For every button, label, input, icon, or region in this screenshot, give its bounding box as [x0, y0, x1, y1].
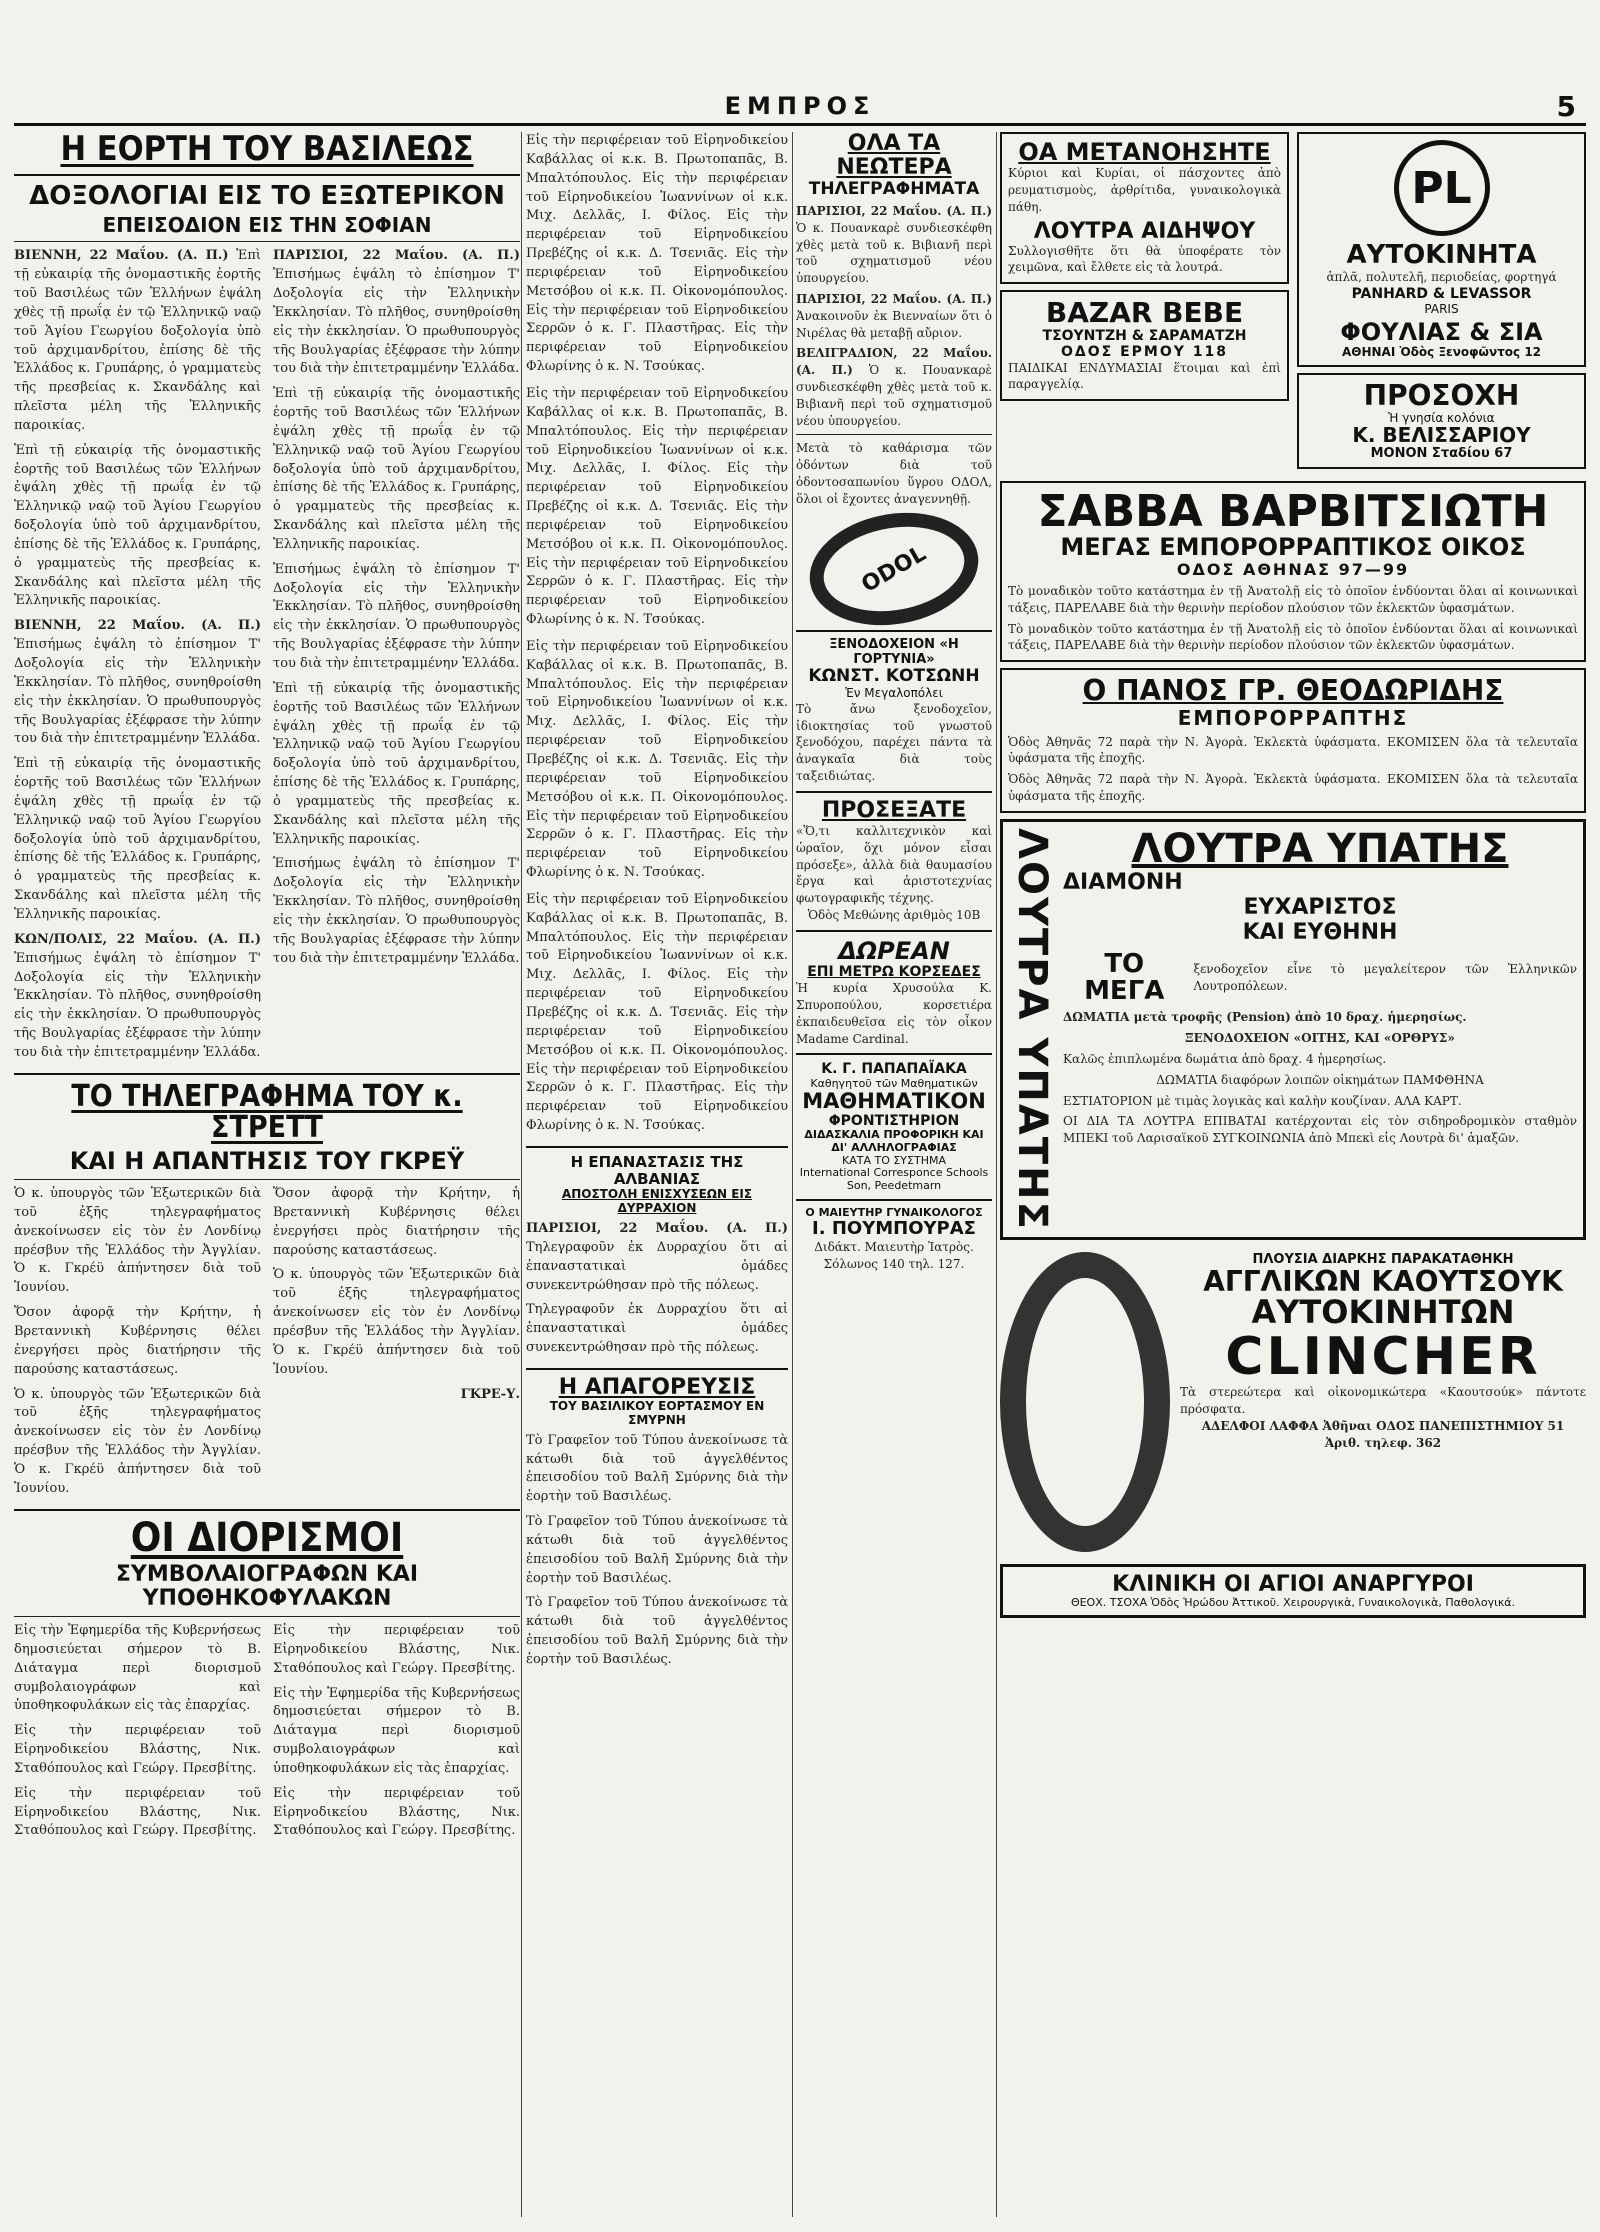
headline-latest: ΟΛΑ ΤΑ ΝΕΩΤΕΡΑ — [836, 132, 952, 181]
midwife-address: Διδάκτ. Μαιευτὴρ Ἰατρὸς. Σόλωνος 140 τηλ. 127. — [814, 1240, 974, 1271]
divider — [796, 1199, 992, 1201]
article-text: Εἰς τὴν περιφέρειαν τοῦ Εἰρηνοδικείου Καβάλλας οἱ κ.κ. Β. Πρωτοπαπᾶς, Β. Μπαλτόπουλος. Εἰς τὴν περιφέρειαν τοῦ Εἰρηνοδικείου Ἰωαννίνων οἱ κ.κ. Μιχ. Δελλᾶς, Ι. Φίλος. Εἰς τὴν περιφέρειαν τοῦ Εἰρηνοδικείου Πρεβέζης οἱ κ.κ. Δ. Τσενιᾶς. Εἰς τὴν περιφέρειαν τοῦ Εἰρηνοδικείου Μετσόβου οἱ κ.κ. Π. Οἰκονομόπουλος. Εἰς τὴν περιφέρειαν τοῦ Εἰρηνοδικείου Σερρῶν ὁ κ. Γ. Πλαστῆρας. Εἰς τὴν περιφέρειαν τοῦ Εἰρηνοδικείου Φλωρίνης ὁ κ. Ν. Τσούκας. — [526, 385, 788, 628]
dateline: ΠΑΡΙΣΙΟΙ, 22 Μαΐου. (Α. Π.) — [273, 248, 520, 264]
school-system-label: ΚΑΤΑ ΤΟ ΣΥΣΤΗΜΑ — [842, 1153, 946, 1167]
article-appointments — [14, 1622, 520, 1841]
divider — [14, 241, 520, 242]
divider — [14, 1509, 520, 1511]
ypatis-line: ΞΕΝΟΔΟΧΕΙΟΝ «ΟΙΤΗΣ, ΚΑΙ «ΟΡΘΡΥΣ» — [1185, 1031, 1455, 1046]
odol-bottle-illustration — [801, 500, 988, 638]
article-strett — [14, 1185, 520, 1499]
divider — [796, 791, 992, 793]
ypatis-line: ΔΩΜΑΤΙΑ μετὰ τροφῆς (Pension) ἀπὸ 10 δραχ. ἡμερησίως. — [1063, 1010, 1467, 1025]
tailor-text: Ὁδὸς Ἀθηνᾶς 72 παρὰ τὴν Ν. Ἀγορὰ. Ἐκλεκτὰ ὑφάσματα. ΕΚΟΜΙΣΕΝ ὅλα τὰ τελευταῖα ὑφάσματα τῆς ἐποχῆς. — [1008, 772, 1578, 804]
prosexate-title: ΠΡΟΣΕΞΑΤΕ — [821, 797, 967, 823]
ypatis-line: ΚΑΙ ΕΥΘΗΝΗ — [1242, 919, 1398, 945]
ypatis-line: ΔΙΑΜΟΝΗ — [1063, 869, 1183, 895]
article-text: Εἰς τὴν περιφέρειαν τοῦ Εἰρηνοδικείου Βλάστης, Νικ. Σταθόπουλος καὶ Γεώργ. Πρεσβίτης. — [273, 1622, 520, 1676]
article-text: Τηλεγραφοῦν ἐκ Δυρραχίου ὅτι αἱ ἐπαναστατικαὶ ὁμάδες συνεκεντρώθησαν πρὸ τῆς πόλεως. — [526, 1302, 788, 1356]
hotel-owner: ΚΩΝΣΤ. ΚΟΤΣΩΝΗ — [808, 666, 980, 687]
dorean-text: Ἡ κυρία Χρυσούλα Κ. Σπυροπούλου, κορσετιέρα ἐκπαιδευθεῖσα εἰς τὸν οἶκον Madame Cardinal. — [796, 981, 992, 1046]
ad-clincher — [1000, 1246, 1586, 1558]
article-text: Ἐπισήμως ἐψάλη τὸ ἐπίσημον Τ' Δοξολογία εἰς τὴν Ἑλληνικὴν Ἐκκλησίαν. Τὸ πλῆθος, συνηθροίσθη εἰς τὴν ἐκκλησίαν. Ὁ πρωθυπουργὸς τῆς Βουλγαρίας ἐξέφρασε τὴν λύπην του διὰ τὴν ἐπιτετραμμένην Ἑλλάδα. — [273, 267, 520, 377]
clincher-top-line: ΠΛΟΥΣΙΑ ΔΙΑΡΚΗΣ ΠΑΡΑΚΑΤΑΘΗΚΗ — [1252, 1251, 1514, 1267]
savva-address: ΟΔΟΣ ΑΘΗΝΑΣ 97—99 — [1176, 560, 1410, 580]
ypatis-line: Καλῶς ἐπιπλωμένα δωμάτια ἀπὸ δραχ. 4 ἡμερησίως. — [1063, 1052, 1387, 1066]
ads-top-row — [1000, 132, 1586, 475]
ypatis-line: ΕΥΧΑΡΙΣΤΟΣ — [1243, 894, 1397, 920]
tailor-subtitle: ΕΜΠΟΡΟΡΡΑΠΤΗΣ — [1177, 705, 1409, 730]
article-text: Τὸ Γραφεῖον τοῦ Τύπου ἀνεκοίνωσε τὰ κάτωθι διὰ τοῦ ἀγγελθέντος ἐπεισοδίου τοῦ Βαλῆ Σμύρνης διὰ τὴν ἑορτὴν τοῦ Βασιλέως. — [526, 1595, 788, 1667]
divider — [796, 930, 992, 932]
divider — [796, 1053, 992, 1055]
article-text: Ἐπισήμως ἐψάλη τὸ ἐπίσημον Τ' Δοξολογία εἰς τὴν Ἑλληνικὴν Ἐκκλησίαν. Τὸ πλῆθος, συνηθροίσθη εἰς τὴν ἐκκλησίαν. Ὁ πρωθυπουργὸς τῆς Βουλγαρίας ἐξέφρασε τὴν λύπην του διὰ τὴν ἐπιτετραμμένην Ἑλλάδα. — [14, 950, 261, 1060]
headline-appointments: ΟΙ ΔΙΟΡΙΣΜΟΙ — [130, 1514, 404, 1561]
ypatis-mega-row — [1063, 948, 1577, 1007]
prosochi-name: Κ. ΒΕΛΙΣΣΑΡΙΟΥ — [1352, 422, 1531, 447]
article-text: Εἰς τὴν περιφέρειαν τοῦ Εἰρηνοδικείου Καβάλλας οἱ κ.κ. Β. Πρωτοπαπᾶς, Β. Μπαλτόπουλος. Εἰς τὴν περιφέρειαν τοῦ Εἰρηνοδικείου Ἰωαννίνων οἱ κ.κ. Μιχ. Δελλᾶς, Ι. Φίλος. Εἰς τὴν περιφέρειαν τοῦ Εἰρηνοδικείου Πρεβέζης οἱ κ.κ. Δ. Τσενιᾶς. Εἰς τὴν περιφέρειαν τοῦ Εἰρηνοδικείου Μετσόβου οἱ κ.κ. Π. Οἰκονομόπουλος. Εἰς τὴν περιφέρειαν τοῦ Εἰρηνοδικείου Σερρῶν ὁ κ. Γ. Πλαστῆρας. Εἰς τὴν περιφέρειαν τοῦ Εἰρηνοδικείου Φλωρίνης ὁ κ. Ν. Τσούκας. — [526, 638, 788, 881]
article-text: Ὁ κ. ὑπουργὸς τῶν Ἐξωτερικῶν διὰ τοῦ ἐξῆς τηλεγραφήματος ἀνεκοίνωσεν εἰς τὸν ἐν Λονδίνῳ πρέσβυν τῆς Ἑλλάδος τὴν Ἀγγλίαν. Ὁ κ. Γκρέϋ ἀπήντησεν διὰ τοῦ Ἰουνίου. — [14, 1386, 261, 1496]
ad-automobiles — [1297, 132, 1586, 367]
ypatis-body — [1063, 825, 1577, 1231]
ypatis-mega-text: ξενοδοχεῖον εἶνε τὸ μεγαλείτερον τῶν Ἑλληνικῶν Λουτροπόλεων. — [1193, 962, 1577, 994]
subheadline-grey-reply: ΚΑΙ Η ΑΠΑΝΤΗΣΙΣ ΤΟΥ ΓΚΡΕΫ — [69, 1146, 465, 1175]
divider — [796, 434, 992, 435]
dateline: ΒΕΛΙΓΡΑΔΙΟΝ, 22 Μαΐου. (Α. Π.) — [796, 346, 992, 378]
ypatis-title: ΛΟΥΤΡΑ ΥΠΑΤΗΣ — [1131, 825, 1509, 872]
dateline: ΚΩΝ/ΠΟΛΙΣ, 22 Μαΐου. (Α. Π.) — [14, 931, 261, 947]
article-text: Ἀνακοινοῦν ἐκ Βιενναίων ὅτι ὁ Νιρέλας θὰ μεταβῇ αὔριον. — [796, 308, 992, 340]
subheadline-telegrams: ΤΗΛΕΓΡΑΦΗΜΑΤΑ — [808, 179, 980, 200]
column-divider — [792, 132, 793, 2217]
prosochi-address: ΜΟΝΟΝ Σταδίου 67 — [1370, 445, 1513, 461]
ads-right — [1297, 132, 1586, 475]
article-text: Ἐπὶ τῇ εὐκαιρίᾳ τῆς ὀνομαστικῆς ἑορτῆς τοῦ Βασιλέως τῶν Ἑλλήνων ἐψάλη χθὲς τῇ πρωΐᾳ ἐν τῷ Ἑλληνικῷ ναῷ τοῦ Ἁγίου Γεωργίου δοξολογία ὑπὸ τοῦ ἀρχιμανδρίτου, ἐπίσης δὲ τῆς Ἑλλάδος κ. Γρυπάρης, ὁ γραμματεὺς τῆς πρεσβείας κ. Σκανδάλης καὶ πλεῖστα μέλη τῆς Ἑλληνικῆς παροικίας. — [273, 386, 520, 552]
dorean-subtitle: ΕΠΙ ΜΕΤΡΩ ΚΟΡΣΕΔΕΣ — [807, 964, 981, 981]
prosochi-title: ΠΡΟΣΟΧΗ — [1363, 379, 1520, 413]
bazar-street: ΟΔΟΣ ΕΡΜΟΥ 118 — [1061, 343, 1228, 360]
hotel-ad-title: ΞΕΝΟΔΟΧΕΙΟΝ «Η ΓΟΡΤΥΝΙΑ» — [829, 636, 959, 667]
article-text: Ὁ κ. Πουανκαρὲ συνδιεσκέφθη χθὲς μετὰ τοῦ κ. Βιβιανῆ περὶ τοῦ σχηματισμοῦ νέου ὑπουργείου. — [796, 220, 992, 286]
article-text: Ὅσον ἀφορᾷ τὴν Κρήτην, ἡ Βρεταννικὴ Κυβέρνησις θέλει ἐνεργήσει πρὸς διατήρησιν τῆς παρούσης καταστάσεως. — [273, 1186, 520, 1258]
auto-city: PARIS — [1424, 302, 1459, 317]
article-text: Εἰς τὴν Ἐφημερίδα τῆς Κυβερνήσεως δημοσιεύεται σήμερον τὸ Β. Διάταγμα περὶ διορισμοῦ συμβολαιογράφων καὶ ὑποθηκοφυλάκων εἰς τὰς ἐπαρχίας. — [273, 1685, 520, 1776]
ypatis-mega: ΤΟ ΜΕΓΑ — [1084, 948, 1165, 1007]
article-text: Τηλεγραφοῦν ἐκ Δυρραχίου ὅτι αἱ ἐπαναστατικαὶ ὁμάδες συνεκεντρώθησαν πρὸ τῆς πόλεως. — [526, 1239, 788, 1293]
ad-tailor — [1000, 668, 1586, 813]
metanoisete-title: ΟΑ ΜΕΤΑΝΟΗΣΗΤΕ — [1018, 138, 1271, 166]
ad-clinic — [1000, 1564, 1586, 1618]
page-number: 5 — [1556, 90, 1576, 123]
column-divider — [521, 132, 522, 2217]
headline-albania: Η ΕΠΑΝΑΣΤΑΣΙΣ ΤΗΣ ΑΛΒΑΝΙΑΣ — [570, 1152, 744, 1189]
ad-savva — [1000, 481, 1586, 663]
prosochi-subtitle: Ἡ γνησία κολόνια — [1388, 410, 1495, 425]
dateline: ΠΑΡΙΣΙΟΙ, 22 Μαΐου. (Α. Π.) — [796, 204, 992, 219]
auto-address: ΑΘΗΝΑΙ Ὁδὸς Ξενοφῶντος 12 — [1341, 345, 1542, 360]
clincher-phone: Ἀριθ. τηλεφ. 362 — [1324, 1435, 1442, 1450]
clincher-brand: CLINCHER — [1225, 1326, 1541, 1387]
ypatis-line: ΕΣΤΙΑΤΟΡΙΟΝ μὲ τιμὰς λογικὰς καὶ καλὴν κουζίναν. ΑΛΑ ΚΑΡΤ. — [1063, 1093, 1462, 1108]
midwife-name: Ι. ΠΟΥΜΠΟΥΡΑΣ — [812, 1218, 976, 1240]
dorean-title: ΔΩΡΕΑΝ — [838, 936, 950, 965]
subheadline-smyrna: ΤΟΥ ΒΑΣΙΛΙΚΟΥ ΕΟΡΤΑΣΜΟΥ ΕΝ ΣΜΥΡΝΗ — [549, 1399, 765, 1427]
auto-brand: PANHARD & LEVASSOR — [1351, 286, 1532, 303]
column-3 — [796, 132, 992, 2217]
article-king-feast — [14, 247, 520, 1062]
bazar-owners: ΤΣΟΥΝΤΖΗ & ΣΑΡΑΜΑΤΖΗ — [1042, 327, 1247, 344]
divider — [14, 1073, 520, 1075]
ypatis-line: ΟΙ ΔΙΑ ΤΑ ΛΟΥΤΡΑ ΕΠΙΒΑΤΑΙ κατέρχονται εἰς τὸν σιδηροδρομικὸν σταθμὸν ΜΠΕΚΙ τοῦ Λαρισαϊκοῦ ΣΥΓΚΟΙΝΩΝΙΑ ἀπὸ Μπεκὶ εἰς Λουτρὰ δι' ἁμαξῶν. — [1063, 1114, 1577, 1146]
headline-ban: Η ΑΠΑΓΟΡΕΥΣΙΣ — [558, 1374, 756, 1400]
divider — [526, 1146, 788, 1148]
bazar-title: BAZAR BEBE — [1045, 296, 1244, 330]
midwife-title: Ο ΜΑΙΕΥΤΗΡ ΓΥΝΑΙΚΟΛΟΓΟΣ — [805, 1205, 983, 1219]
ad-ypatis — [1000, 819, 1586, 1240]
column-2 — [526, 132, 788, 2217]
column-divider — [996, 132, 997, 2217]
ypatis-vertical-title: ΛΟΥΤΡΑ ΥΠΑΤΗΣ — [1009, 827, 1055, 1231]
auto-title: ΑΥΤΟΚΙΝΗΤΑ — [1346, 240, 1537, 270]
article-text: Ἐπὶ τῇ εὐκαιρίᾳ τῆς ὀνομαστικῆς ἑορτῆς τοῦ Βασιλέως τῶν Ἑλλήνων ἐψάλη χθὲς τῇ πρωΐᾳ ἐν τῷ Ἑλληνικῷ ναῷ τοῦ Ἁγίου Γεωργίου δοξολογία ὑπὸ τοῦ ἀρχιμανδρίτου, ἐπίσης δὲ τῆς Ἑλλάδος κ. Γρυπάρης, ὁ γραμματεὺς τῆς πρεσβείας κ. Σκανδάλης καὶ πλεῖστα μέλη τῆς Ἑλληνικῆς παροικίας. — [273, 680, 520, 847]
ypatis-line: ΔΩΜΑΤΙΑ διαφόρων λοιπῶν οἰκημάτων ΠΑΜΦΘΗΝΑ — [1156, 1072, 1484, 1087]
article-text: Ὁ κ. ὑπουργὸς τῶν Ἐξωτερικῶν διὰ τοῦ ἐξῆς τηλεγραφήματος ἀνεκοίνωσεν εἰς τὸν ἐν Λονδίνῳ πρέσβυν τῆς Ἑλλάδος τὴν Ἀγγλίαν. Ὁ κ. Γκρέϋ ἀπήντησεν διὰ τοῦ Ἰουνίου. — [14, 1186, 261, 1296]
tailor-text: Ὁδὸς Ἀθηνᾶς 72 παρὰ τὴν Ν. Ἀγορὰ. Ἐκλεκτὰ ὑφάσματα. ΕΚΟΜΙΣΕΝ ὅλα τὰ τελευταῖα ὑφάσματα τῆς ἐποχῆς. — [1008, 734, 1578, 766]
divider — [526, 1368, 788, 1370]
headline-king-feast: Η ΕΟΡΤΗ ΤΟΥ ΒΑΣΙΛΕΩΣ — [60, 132, 474, 169]
school-description: ΔΙΔΑΣΚΑΛΙΑ ΠΡΟΦΟΡΙΚΗ ΚΑΙ ΔΙ' ΑΛΛΗΛΟΓΡΑΦΙΑΣ — [804, 1128, 984, 1155]
dateline: ΠΑΡΙΣΙΟΙ, 22 Μαΐου. (Α. Π.) — [526, 1220, 788, 1236]
article-text: Εἰς τὴν Ἐφημερίδα τῆς Κυβερνήσεως δημοσιεύεται σήμερον τὸ Β. Διάταγμα περὶ διορισμοῦ συμβολαιογράφων καὶ ὑποθηκοφυλάκων εἰς τὰς ἐπαρχίας. — [14, 1622, 261, 1714]
signature: ΓΚΡΕ-Υ. — [460, 1386, 520, 1402]
hotel-location: Ἐν Μεγαλοπόλει — [845, 686, 943, 701]
newspaper-name: ΕΜΠΡΟΣ — [724, 92, 876, 120]
article-text: Εἰς τὴν περιφέρειαν τοῦ Εἰρηνοδικείου Βλάστης, Νικ. Σταθόπουλος καὶ Γεώργ. Πρεσβίτης. — [14, 1723, 261, 1776]
bazar-text: ΠΑΙΔΙΚΑΙ ΕΝΔΥΜΑΣΙΑΙ ἕτοιμαι καὶ ἐπὶ παραγγελίᾳ. — [1008, 360, 1281, 392]
dateline: ΠΑΡΙΣΙΟΙ, 22 Μαΐου. (Α. Π.) — [796, 292, 992, 307]
clincher-agent: ΑΔΕΛΦΟΙ ΛΑΦΦΑ Ἀθῆναι ΟΔΟΣ ΠΑΝΕΠΙΣΤΗΜΙΟΥ 51 — [1201, 1418, 1565, 1433]
article-text: Ἐπισήμως ἐψάλη τὸ ἐπίσημον Τ' Δοξολογία εἰς τὴν Ἑλληνικὴν Ἐκκλησίαν. Τὸ πλῆθος, συνηθροίσθη εἰς τὴν ἐκκλησίαν. Ὁ πρωθυπουργὸς τῆς Βουλγαρίας ἐξέφρασε τὴν λύπην του διὰ τὴν ἐπιτετραμμένην Ἑλλάδα. — [273, 856, 520, 966]
ad-prosochi — [1297, 373, 1586, 468]
pl-logo-icon: PL — [1394, 140, 1490, 236]
article-text: Τὸ Γραφεῖον τοῦ Τύπου ἀνεκοίνωσε τὰ κάτωθι διὰ τοῦ ἀγγελθέντος ἐπεισοδίου τοῦ Βαλῆ Σμύρνης διὰ τὴν ἑορτὴν τοῦ Βασιλέως. — [526, 1514, 788, 1586]
dateline: ΒΙΕΝΝΗ, 22 Μαΐου. (Α. Π.) — [14, 618, 261, 634]
ad-bazar-bebe — [1000, 290, 1289, 401]
article-text: Ἐπὶ τῇ εὐκαιρίᾳ τῆς ὀνομαστικῆς ἑορτῆς τοῦ Βασιλέως τῶν Ἑλλήνων ἐψάλη χθὲς τῇ πρωΐᾳ ἐν τῷ Ἑλληνικῷ ναῷ τοῦ Ἁγίου Γεωργίου δοξολογία ὑπὸ τοῦ ἀρχιμανδρίτου, ἐπίσης δὲ τῆς Ἑλλάδος κ. Γρυπάρης, ὁ γραμματεὺς τῆς πρεσβείας κ. Σκανδάλης καὶ πλεῖστα μέλη τῆς Ἑλληνικῆς παροικίας. — [14, 248, 261, 433]
metanoisete-text: Κύριοι καὶ Κυρίαι, οἱ πάσχοντες ἀπὸ ρευματισμοὺς, ἀρθρίτιδα, γυναικολογικὰ πάθη. — [1008, 166, 1281, 214]
dateline: ΒΙΕΝΝΗ, 22 Μαΐου. (Α. Π.) — [14, 248, 229, 264]
odol-label: ODOL — [857, 540, 931, 597]
article-text: Εἰς τὴν περιφέρειαν τοῦ Εἰρηνοδικείου Βλάστης, Νικ. Σταθόπουλος καὶ Γεώργ. Πρεσβίτης. — [273, 1785, 520, 1839]
divider — [796, 630, 992, 632]
article-text: Εἰς τὴν περιφέρειαν τοῦ Εἰρηνοδικείου Καβάλλας οἱ κ.κ. Β. Πρωτοπαπᾶς, Β. Μπαλτόπουλος. Εἰς τὴν περιφέρειαν τοῦ Εἰρηνοδικείου Ἰωαννίνων οἱ κ.κ. Μιχ. Δελλᾶς, Ι. Φίλος. Εἰς τὴν περιφέρειαν τοῦ Εἰρηνοδικείου Πρεβέζης οἱ κ.κ. Δ. Τσενιᾶς. Εἰς τὴν περιφέρειαν τοῦ Εἰρηνοδικείου Μετσόβου οἱ κ.κ. Π. Οἰκονομόπουλος. Εἰς τὴν περιφέρειαν τοῦ Εἰρηνοδικείου Σερρῶν ὁ κ. Γ. Πλαστῆρας. Εἰς τὴν περιφέρειαν τοῦ Εἰρηνοδικείου Φλωρίνης ὁ κ. Ν. Τσούκας. — [526, 891, 788, 1134]
divider — [14, 1616, 520, 1617]
article-text: Ἐπισήμως ἐψάλη τὸ ἐπίσημον Τ' Δοξολογία εἰς τὴν Ἑλληνικὴν Ἐκκλησίαν. Τὸ πλῆθος, συνηθροίσθη εἰς τὴν ἐκκλησίαν. Ὁ πρωθυπουργὸς τῆς Βουλγαρίας ἐξέφρασε τὴν λύπην του διὰ τὴν ἐπιτετραμμένην Ἑλλάδα. — [14, 637, 261, 747]
article-text: Ἐπισήμως ἐψάλη τὸ ἐπίσημον Τ' Δοξολογία εἰς τὴν Ἑλληνικὴν Ἐκκλησίαν. Τὸ πλῆθος, συνηθροίσθη εἰς τὴν ἐκκλησίαν. Ὁ πρωθυπουργὸς τῆς Βουλγαρίας ἐξέφρασε τὴν λύπην του διὰ τὴν ἐπιτετραμμένην Ἑλλάδα. — [273, 561, 520, 671]
prosexate-address: Ὁδὸς Μεθώνης ἀριθμὸς 10Β — [807, 907, 981, 922]
clincher-body — [1180, 1252, 1586, 1552]
loutra-aidipsou-title: ΛΟΥΤΡΑ ΑΙΔΗΨΟΥ — [1033, 218, 1256, 244]
subheadline-durres: ΑΠΟΣΤΟΛΗ ΕΝΙΣΧΥΣΕΩΝ ΕΙΣ ΔΥΡΡΑΧΙΟΝ — [561, 1187, 753, 1216]
page-header — [14, 92, 1586, 126]
school-title: ΜΑΘΗΜΑΤΙΚΟΝ — [802, 1089, 986, 1114]
article-text: Ἐπὶ τῇ εὐκαιρίᾳ τῆς ὀνομαστικῆς ἑορτῆς τοῦ Βασιλέως τῶν Ἑλλήνων ἐψάλη χθὲς τῇ πρωΐᾳ ἐν τῷ Ἑλληνικῷ ναῷ τοῦ Ἁγίου Γεωργίου δοξολογία ὑπὸ τοῦ ἀρχιμανδρίτου, ἐπίσης δὲ τῆς Ἑλλάδος κ. Γρυπάρης, ὁ γραμματεὺς τῆς πρεσβείας κ. Σκανδάλης καὶ πλεῖστα μέλη τῆς Ἑλληνικῆς παροικίας. — [14, 442, 261, 609]
hotel-ad-text: Τὸ ἄνω ξενοδοχεῖον, ἰδιοκτησίας τοῦ γνωστοῦ ξενοδόχου, παρέχει πάντα τὰ ἀναγκαῖα διὰ τοὺς ταξειδιώτας. — [796, 701, 992, 784]
auto-subtitle: ἁπλᾶ, πολυτελῆ, περιοδείας, φορτηγά — [1326, 270, 1557, 285]
subheadline-sofia: ΕΠΕΙΣΟΔΙΟΝ ΕΙΣ ΤΗΝ ΣΟΦΙΑΝ — [102, 213, 432, 238]
savva-text: Τὸ μοναδικὸν τοῦτο κατάστημα ἐν τῇ Ἀνατολῇ εἰς τὸ ὁποῖον ἐνδύονται ὅλαι αἱ κοινωνικαὶ τάξεις, ΠΑΡΕΛΑΒΕ διὰ τὴν θερινὴν περίοδον πλούσιον τῶν ἐκλεκτῶν ὑφασμάτων. — [1008, 621, 1578, 653]
article-text: Τὸ Γραφεῖον τοῦ Τύπου ἀνεκοίνωσε τὰ κάτωθι διὰ τοῦ ἀγγελθέντος ἐπεισοδίου τοῦ Βαλῆ Σμύρνης διὰ τὴν ἑορτὴν τοῦ Βασιλέως. — [526, 1432, 788, 1505]
ads-left — [1000, 132, 1289, 475]
article-text: Ἐπὶ τῇ εὐκαιρίᾳ τῆς ὀνομαστικῆς ἑορτῆς τοῦ Βασιλέως τῶν Ἑλλήνων ἐψάλη χθὲς τῇ πρωΐᾳ ἐν τῷ Ἑλληνικῷ ναῷ τοῦ Ἁγίου Γεωργίου δοξολογία ὑπὸ τοῦ ἀρχιμανδρίτου, ἐπίσης δὲ τῆς Ἑλλάδος κ. Γρυπάρης, ὁ γραμματεὺς τῆς πρεσβείας κ. Σκανδάλης καὶ πλεῖστα μέλη τῆς Ἑλληνικῆς παροικίας. — [14, 756, 261, 922]
tailor-title: Ο ΠΑΝΟΣ ΓΡ. ΘΕΟΔΩΡΙΔΗΣ — [1082, 674, 1504, 708]
tire-illustration — [1000, 1252, 1170, 1552]
clincher-text: Τὰ στερεώτερα καὶ οἰκονομικώτερα «Καουτσούκ» πάντοτε πρόσφατα. — [1180, 1385, 1586, 1417]
loutra-aidipsou-text: Συλλογισθῆτε ὅτι θὰ ὑποφέρατε τὸν χειμῶνα, καὶ ἔλθετε εἰς τὰ λουτρά. — [1008, 243, 1281, 275]
article-text: Ὁ κ. Πουανκαρὲ συνδιεσκέφθη χθὲς μετὰ τοῦ κ. Βιβιανῆ περὶ τοῦ σχηματισμοῦ νέου ὑπουργείου. — [796, 363, 992, 428]
headline-strett-telegram: ΤΟ ΤΗΛΕΓΡΑΦΗΜΑ ΤΟΥ κ. ΣΤΡΕΤΤ — [71, 1078, 463, 1146]
clinic-subtitle: ΘΕΟΧ. ΤΣΟΧΑ Ὁδὸς Ἡρώδου Ἀττικοῦ. Χειρουργικὰ, Γυναικολογικὰ, Παθολογικά. — [1070, 1595, 1516, 1609]
clinic-title: ΚΛΙΝΙΚΗ ΟΙ ΑΓΙΟΙ ΑΝΑΡΓΥΡΟΙ — [1112, 1571, 1474, 1597]
clincher-title-1: ΑΓΓΛΙΚΩΝ ΚΑΟΥΤΣΟΥΚ — [1203, 1264, 1563, 1298]
subheadline-notaries: ΣΥΜΒΟΛΑΙΟΓΡΑΦΩΝ ΚΑΙ ΥΠΟΘΗΚΟΦΥΛΑΚΩΝ — [115, 1561, 419, 1611]
article-text: Εἰς τὴν περιφέρειαν τοῦ Εἰρηνοδικείου Καβάλλας οἱ κ.κ. Β. Πρωτοπαπᾶς, Β. Μπαλτόπουλος. Εἰς τὴν περιφέρειαν τοῦ Εἰρηνοδικείου Ἰωαννίνων οἱ κ.κ. Μιχ. Δελλᾶς, Ι. Φίλος. Εἰς τὴν περιφέρειαν τοῦ Εἰρηνοδικείου Πρεβέζης οἱ κ.κ. Δ. Τσενιᾶς. Εἰς τὴν περιφέρειαν τοῦ Εἰρηνοδικείου Μετσόβου οἱ κ.κ. Π. Οἰκονομόπουλος. Εἰς τὴν περιφέρειαν τοῦ Εἰρηνοδικείου Σερρῶν ὁ κ. Γ. Πλαστῆρας. Εἰς τὴν περιφέρειαν τοῦ Εἰρηνοδικείου Φλωρίνης ὁ κ. Ν. Τσούκας. — [526, 133, 788, 375]
article-text: Εἰς τὴν περιφέρειαν τοῦ Εἰρηνοδικείου Βλάστης, Νικ. Σταθόπουλος καὶ Γεώργ. Πρεσβίτης. — [14, 1785, 261, 1839]
article-text: Ὁ κ. ὑπουργὸς τῶν Ἐξωτερικῶν διὰ τοῦ ἐξῆς τηλεγραφήματος ἀνεκοίνωσεν εἰς τὸν ἐν Λονδίνῳ πρέσβυν τῆς Ἑλλάδος τὴν Ἀγγλίαν. Ὁ κ. Γκρέϋ ἀπήντησεν διὰ τοῦ Ἰουνίου. — [273, 1267, 520, 1377]
savva-title: ΣΑΒΒΑ ΒΑΡΒΙΤΣΙΩΤΗ — [1037, 485, 1549, 537]
school-system-name: International Corresponce Schools Son, Peedetmarn — [799, 1166, 989, 1192]
column-1 — [14, 132, 520, 2217]
ad-metanoisete — [1000, 132, 1289, 284]
auto-agent: ΦΟΥΛΙΑΣ & ΣΙΑ — [1340, 318, 1543, 347]
school-owner: Κ. Γ. ΠΑΠΑΠΑΪΑΚΑ — [821, 1061, 967, 1078]
divider — [14, 1179, 520, 1180]
clincher-title-2: ΑΥΤΟΚΙΝΗΤΩΝ — [1251, 1293, 1515, 1332]
article-text: Ὅσον ἀφορᾷ τὴν Κρήτην, ἡ Βρεταννικὴ Κυβέρνησις θέλει ἐνεργήσει πρὸς διατήρησιν τῆς παρούσης καταστάσεως. — [14, 1305, 261, 1377]
prosexate-text: «Ὅ,τι καλλιτεχνικὸν καὶ ὡραῖον, ὅχι μόνον εἶσαι πρόσεξε», ἀλλὰ διὰ θαυμασίου ἔργα καὶ ἀριστοτεχνίας φωτογραφικῆς τέχνης. — [796, 824, 992, 906]
divider — [14, 174, 520, 176]
school-title-2: ΦΡΟΝΤΙΣΤΗΡΙΟΝ — [828, 1113, 960, 1130]
savva-text: Τὸ μοναδικὸν τοῦτο κατάστημα ἐν τῇ Ἀνατολῇ εἰς τὸ ὁποῖον ἐνδύονται ὅλαι αἱ κοινωνικαὶ τάξεις, ΠΑΡΕΛΑΒΕ διὰ τὴν θερινὴν περίοδον πλούσιον τῶν ἐκλεκτῶν ὑφασμάτων. — [1008, 584, 1578, 615]
column-4 — [1000, 132, 1586, 2217]
subheadline-doxologies: ΔΟΞΟΛΟΓΙΑΙ ΕΙΣ ΤΟ ΕΞΩΤΕΡΙΚΟΝ — [29, 180, 505, 211]
school-owner-title: Καθηγητοῦ τῶν Μαθηματικῶν — [810, 1076, 978, 1090]
savva-subtitle: ΜΕΓΑΣ ΕΜΠΟΡΟΡΡΑΠΤΙΚΟΣ ΟΙΚΟΣ — [1060, 532, 1526, 561]
odol-ad-text: Μετὰ τὸ καθάρισμα τῶν ὀδόντων διὰ τοῦ ὀδοντοσαπωνίου ὕγρου ΟΔΟΛ, ὅλοι οἱ ἔχοντες ἀναγεννηθῇ. — [796, 441, 992, 506]
